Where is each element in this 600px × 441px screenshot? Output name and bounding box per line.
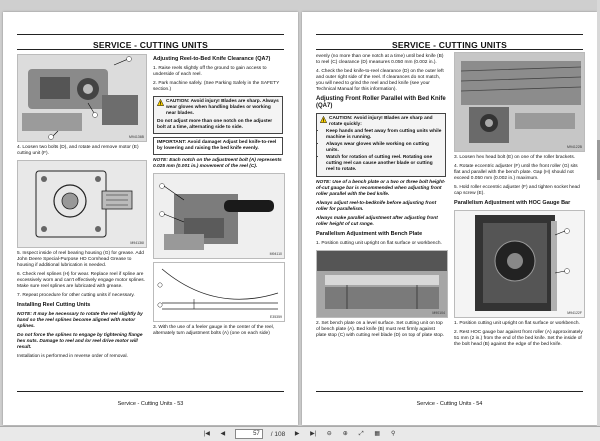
bench-step-2-text: 2. Set bench plate on a level surface. Set cutting unit on top of bench plate (A). Bed knife (B) must rest firmly against plate stop (C) with cutting reel blade (D) on top of plate stop. <box>316 321 444 338</box>
reel-step-1-text: 1. Raise reels slightly off the ground to gain access to underside of each reel. <box>153 66 267 77</box>
figure-roller-bracket-drawing <box>455 53 584 151</box>
figure-hoc-gauge-drawing <box>455 211 584 317</box>
important-box <box>153 137 283 155</box>
figure-reel-clearance-drawing <box>154 263 284 321</box>
viewer-toolbar <box>0 426 600 441</box>
section-title-reel-clearance: Adjusting Reel-to-Bed Knife Clearance (QA7) <box>153 56 271 62</box>
note-bench-plate: NOTE: Use of a bench plate or a two or three bolt height-of-cut gauge bar is recommended when adjusting front roller parallel with the bed knife. <box>316 180 446 197</box>
caution-title: CAUTION: Avoid injury! Blades are sharp and rotate quickly: <box>329 116 433 127</box>
figure-code: M94122B <box>567 145 582 149</box>
note-parallel-adjust: Always make parallel adjustment after adjusting front roller height of cut range. <box>316 216 438 227</box>
left-page-footer: Service - Cutting Units - 53 <box>17 391 284 410</box>
step-6-text: 6. Check reel splines (H) for wear. Replace reel if spline are excessively worn and can't effectively engage motor splines. Make sure reel splines are lubricated with grease. <box>17 272 146 289</box>
figure-code: M94136I <box>130 241 144 245</box>
figure-hoc-gauge <box>454 210 585 318</box>
grid-view-icon[interactable]: ▦ <box>374 431 381 437</box>
total-pages-label: / 108 <box>270 430 286 438</box>
caution-title: CAUTION: Avoid injury! Blades are sharp. Always wear gloves when handling blades or working near blades. <box>166 99 279 116</box>
fullscreen-icon[interactable]: ⤢ <box>358 431 364 437</box>
hoc-step-1-text: 1. Position cutting unit upright on flat surface or workbench. <box>454 321 580 326</box>
caution-item: • Keep hands and feet away from cutting units while machine is running. <box>326 129 442 141</box>
bench-step-1-text: 1. Position cutting unit upright on flat surface or workbench. <box>316 241 442 246</box>
install-section-title: Installing Reel Cutting Units <box>17 302 91 308</box>
continued-text: evenly (no more than one notch at a time) until bed knife (B) to reel (C) clearance (D) measures 0.050 mm (0.002 in.). <box>316 54 444 65</box>
figure-motor-removal-drawing <box>18 55 146 141</box>
step-4-check-text: 4. Check the bed knife-to-reel clearance (D) on the outer left and outer right side of the reel. If clearances do not match, you will need to grind the reel and bed knife (see your Technical Manual for this information). <box>316 69 444 92</box>
step-5-text: 5. Inspect inside of reel bearing housing (G) for grease. Add John Deere Special-Purpose HD Cornhead Grease to housing if additional lubrication is needed. <box>17 251 144 268</box>
figure-code: M90104 <box>432 311 445 315</box>
caution-text: Do not adjust more than one notch on the adjuster bolt at a time, alternating side to side. <box>157 119 273 130</box>
first-page-icon[interactable]: |◀ <box>203 431 210 437</box>
search-icon[interactable]: ⚲ <box>391 431 396 437</box>
caution-list <box>320 129 442 173</box>
warning-icon <box>157 99 164 106</box>
step-4-text: 4. Loosen two bolts (D), and rotate and remove motor (E) cutting unit (F). <box>17 145 139 156</box>
section-title-front-roller: Adjusting Front Roller Parallel with Bed Knife (QA7) <box>316 96 446 109</box>
figure-code: E35359 <box>269 315 282 319</box>
caution-item: • Watch for rotation of cutting reel. Rotating one cutting reel can cause another blade or cutting reel to rotate. <box>326 155 442 173</box>
right-page-header: SERVICE - CUTTING UNITS <box>316 34 583 50</box>
section-title-bench-plate: Parallelism Adjustment with Bench Plate <box>316 231 423 237</box>
step-7-text: 7. Repeat procedure for other cutting units if necessary. <box>17 293 135 298</box>
step-5-hold-text: 5. Hold roller eccentric adjuster (F) and tighten socket head cap screw (E). <box>454 185 580 196</box>
right-page <box>302 12 597 425</box>
figure-code: M94122F <box>567 311 582 315</box>
left-page-header: SERVICE - CUTTING UNITS <box>17 34 284 50</box>
caution-item: • Always wear gloves while working on cutting units. <box>326 142 442 154</box>
left-page-col-2 <box>153 54 283 340</box>
last-page-icon[interactable]: ▶| <box>310 431 317 437</box>
zoom-in-icon[interactable]: ⊕ <box>342 431 348 437</box>
previous-page-icon[interactable]: ◀ <box>220 431 226 437</box>
zoom-out-icon[interactable]: ⊖ <box>326 431 332 437</box>
figure-code: M94136B <box>129 135 144 139</box>
install-note-2: Do not force the splines to engage by tightening flange hex nuts. Damage to reel and /or reel drive motor will result. <box>17 333 143 350</box>
figure-code: M94110 <box>269 252 282 256</box>
step-4-rotate-text: 4. Rotate eccentric adjuster (F) until the front roller (G) sits flat and parallel with the bench plate. Gap (H) should not exceed 0.050 mm (0.002 in.) maximum. <box>454 164 578 181</box>
step-3-text: 3. Loosen hex head bolt (E) on one of the roller brackets. <box>454 155 576 160</box>
right-page-col-2 <box>454 52 583 351</box>
hoc-step-2-text: 2. Rest HOC gauge bar against front roller (A) approximately 51 mm (2 in.) from the end of the bed knife. Set the inside of the bolt head (B) against the edge of the bed knife. <box>454 330 583 347</box>
figure-adjustment-bolt-drawing <box>154 174 284 258</box>
install-final-text: Installation is performed in reverse order of removal. <box>17 354 128 359</box>
right-page-footer: Service - Cutting Units - 54 <box>316 391 583 410</box>
figure-roller-bracket <box>454 52 585 152</box>
figure-bench-plate-drawing <box>317 251 447 317</box>
page-spread <box>3 12 597 425</box>
next-page-icon[interactable]: ▶ <box>294 431 300 437</box>
figure-bearing-housing-drawing <box>18 161 146 247</box>
left-page-col-1 <box>17 54 145 363</box>
caution-box-rotation <box>316 113 446 177</box>
figure-reel-clearance <box>153 262 285 322</box>
caution-box <box>153 96 283 134</box>
reel-step-2-text: 2. Park machine safely. (See Parking Safely in the SAFETY section.) <box>153 81 280 92</box>
figure-adjustment-bolt <box>153 173 285 259</box>
note-reel-to-bedknife: Always adjust reel-to-bedknife before adjusting front roller for parallelism. <box>316 201 437 212</box>
figure-bearing-housing <box>17 160 147 248</box>
right-page-col-1 <box>316 54 446 342</box>
install-note-1: NOTE: It may be necessary to rotate the reel slightly by hand so the reel splines become aligned with motor splines. <box>17 312 143 329</box>
section-title-hoc-gauge: Parallelism Adjustment with HOC Gauge Bar <box>454 200 571 206</box>
reel-note: NOTE: Each notch on the adjustment bolt (A) represents 0.025 mm (0.001 in.) movement of the reel (C). <box>153 158 282 169</box>
page-number-input[interactable]: 57 <box>235 429 263 439</box>
warning-icon <box>320 116 327 123</box>
left-page <box>3 12 298 425</box>
important-text: IMPORTANT: Avoid damage! Adjust bed knife-to-reel by lowering and raising the bed knife evenly. <box>157 140 277 151</box>
figure-bench-plate <box>316 250 448 318</box>
reel-step-3-text: 3. With the use of a feeler gauge in the center of the reel, alternately turn adjustment bolts (A) (one on each side) <box>153 325 275 336</box>
figure-motor-removal <box>17 54 147 142</box>
